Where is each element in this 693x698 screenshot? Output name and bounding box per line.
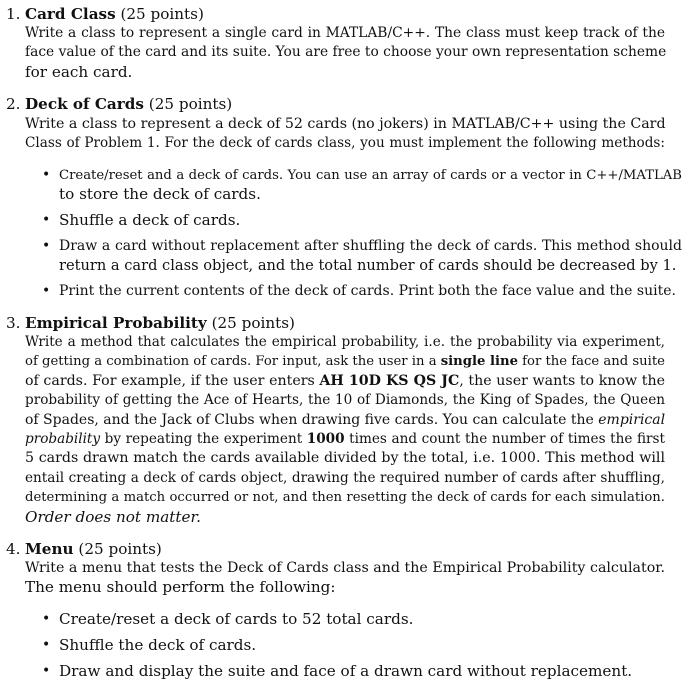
text-run: of Spades, and the Jack of Clubs when drawing five cards. You can calculate the [25, 411, 599, 428]
body-line: Write a method that calculates the empirical probability, i.e. the probability via experiment, [25, 334, 665, 350]
example-input: AH 10D KS QS JC [319, 372, 460, 389]
body-line: Class of Problem 1. For the deck of cards class, you must implement the following methods: [25, 135, 665, 152]
item-line: Draw a card without replacement after shuffling the deck of cards. This method should [59, 238, 682, 254]
text-run: times and count the number of times the first [344, 431, 665, 448]
body-line [25, 430, 665, 449]
bullet-icon: • [42, 212, 51, 228]
problem-body [25, 115, 665, 154]
body-line [25, 352, 665, 371]
problem-points: (25 points) [211, 314, 295, 332]
item-line: return a card class object, and the total number of cards should be decreased by 1. [59, 257, 677, 275]
text-run: for the face and suite [517, 354, 665, 370]
body-line: entail creating a deck of cards object, drawing the required number of cards after shuffling, [25, 469, 665, 486]
problem-number: 1. [6, 5, 21, 23]
italic-text: Order does not matter. [25, 507, 201, 526]
text-run: by repeating the experiment [100, 431, 307, 448]
problem-heading [6, 540, 162, 559]
item-line: Print the current contents of the deck of cards. Print both the face value and the suite. [59, 283, 676, 299]
item-line: Shuffle the deck of cards. [59, 636, 257, 654]
bullet-icon: • [42, 283, 51, 299]
problem-title: Menu [25, 540, 74, 558]
problem-heading [6, 95, 232, 114]
body-line: Write a class to represent a single card in MATLAB/C++. The class must keep track of the [25, 25, 665, 41]
italic-text: empirical [598, 411, 666, 428]
problem-body [25, 24, 665, 82]
problem-heading [6, 314, 295, 333]
item-line: Draw and display the suite and face of a drawn card without replacement. [59, 662, 633, 680]
body-line: Write a class to represent a deck of 52 cards (no jokers) in MATLAB/C++ using the Card [25, 116, 666, 132]
problem-title: Empirical Probability [25, 314, 207, 332]
item-line: Create/reset a deck of cards to 52 total cards. [59, 610, 414, 628]
bullet-icon: • [42, 238, 51, 254]
problem-body [25, 559, 665, 598]
body-line [25, 411, 665, 430]
problem-number: 2. [6, 95, 21, 113]
body-line: face value of the card and its suite. You are free to choose your own representation scheme [25, 44, 667, 61]
problem-points: (25 points) [120, 5, 204, 23]
bullet-icon: • [42, 167, 51, 183]
italic-text: probability [25, 431, 101, 448]
problem-points: (25 points) [78, 540, 162, 558]
body-line: probability of getting the Ace of Hearts, the 10 of Diamonds, the King of Spades, the Queen [25, 392, 665, 409]
body-line [25, 508, 665, 527]
problem-body [25, 333, 665, 527]
body-line: 5 cards drawn match the cards available divided by the total, i.e. 1000. This method will [25, 450, 665, 467]
bullet-icon: • [42, 611, 51, 627]
bullet-icon: • [42, 637, 51, 653]
text-run: , the user wants to know the [459, 372, 665, 389]
text-run: of cards. For example, if the user enters [25, 372, 320, 389]
problem-heading [6, 5, 204, 24]
problem-title: Card Class [25, 5, 116, 23]
problem-number: 4. [6, 540, 21, 558]
body-line [25, 372, 665, 391]
bullet-icon: • [42, 663, 51, 679]
item-line: Shuffle a deck of cards. [59, 211, 241, 229]
body-line: Write a menu that tests the Deck of Cards class and the Empirical Probability calculator. [25, 560, 665, 576]
body-line: for each card. [25, 62, 133, 81]
item-line: to store the deck of cards. [59, 185, 261, 204]
problem-points: (25 points) [148, 95, 233, 113]
emphasis-text: 1000 [306, 431, 345, 448]
problem-number: 3. [6, 314, 21, 332]
body-line: determining a match occurred or not, and then resetting the deck of cards for each simulation. [25, 490, 665, 506]
body-line: The menu should perform the following: [25, 578, 336, 597]
emphasis-text: single line [440, 354, 518, 370]
problem-title: Deck of Cards [25, 95, 144, 113]
item-line: Create/reset and a deck of cards. You can use an array of cards or a vector in C++/MATLAB [59, 168, 682, 183]
text-run: of getting a combination of cards. For input, ask the user in a [25, 354, 441, 370]
